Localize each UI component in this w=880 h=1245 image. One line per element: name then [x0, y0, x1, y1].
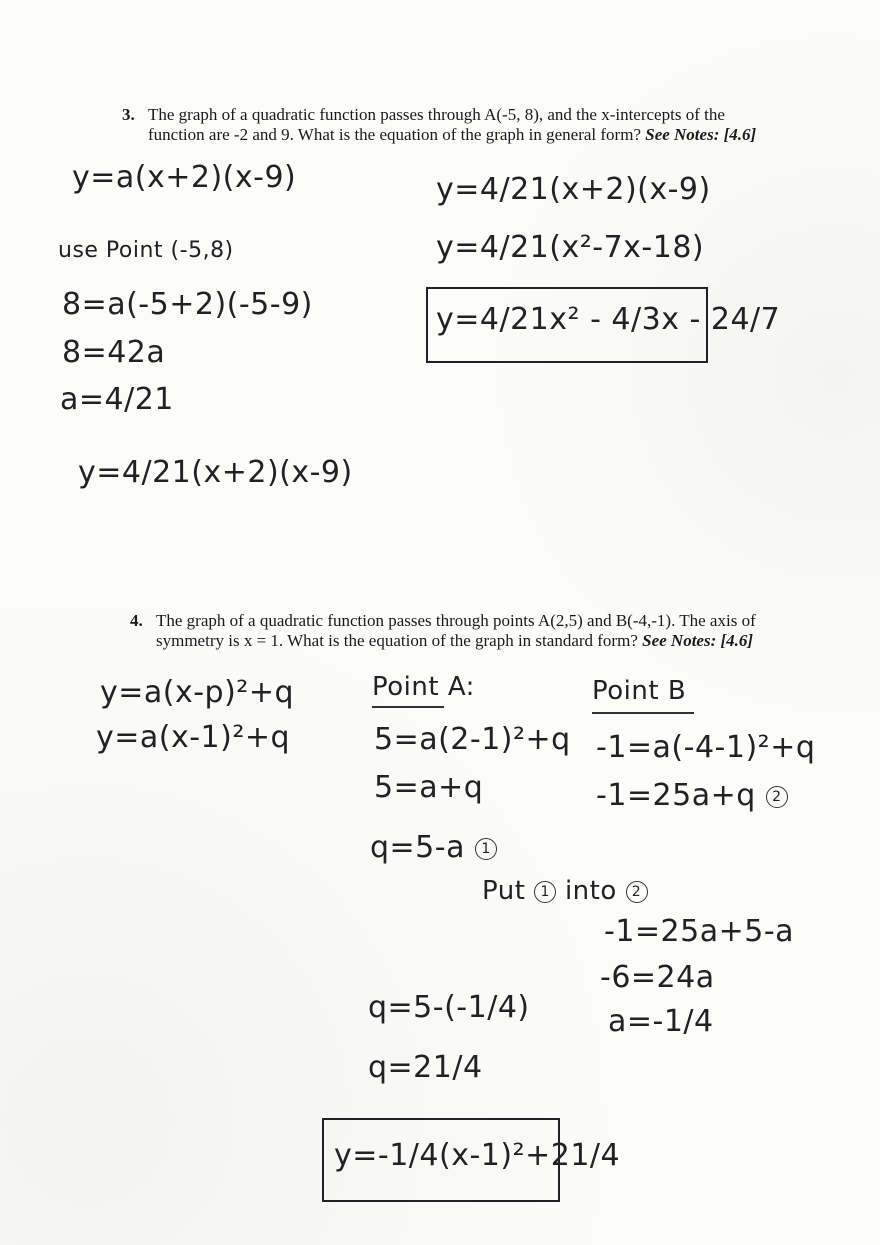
q4-substitution-note	[482, 876, 648, 906]
question-3-line1: The graph of a quadratic function passes through A(-5, 8), and the x-intercepts of the	[148, 105, 725, 124]
question-4-line1: The graph of a quadratic function passes through points A(2,5) and B(-4,-1). The axis of	[156, 611, 756, 630]
q4-point-b-work: -1=a(-4-1)²+q	[596, 730, 816, 765]
q3-work-line: y=a(x+2)(x-9)	[72, 160, 297, 195]
q3-work-line: a=4/21	[60, 382, 174, 417]
question-4-note: See Notes: [4.6]	[642, 631, 754, 650]
question-3	[122, 105, 802, 145]
q4-q-work: q=21/4	[368, 1050, 483, 1085]
q4-sub-work: -1=25a+5-a	[604, 914, 795, 949]
q4-point-a-work: 5=a+q	[374, 770, 484, 805]
equation-2-tag: 2	[766, 786, 788, 808]
question-4-line2: symmetry is x = 1. What is the equation of the graph in standard form?	[156, 631, 638, 650]
point-b-underline	[592, 712, 694, 714]
into-text: into	[564, 876, 617, 906]
q4-point-b-label: Point B	[592, 676, 687, 706]
q4-point-b-work-row	[596, 778, 788, 813]
question-3-note: See Notes: [4.6]	[645, 125, 757, 144]
q4-sub-work: a=-1/4	[608, 1004, 714, 1039]
q3-work-line: y=4/21(x+2)(x-9)	[78, 455, 353, 490]
q4-answer: y=-1/4(x-1)²+21/4	[334, 1138, 621, 1173]
question-3-number: 3.	[122, 105, 135, 124]
q4-point-a-label: Point A:	[372, 672, 475, 702]
q4-q-work: q=5-(-1/4)	[368, 990, 530, 1025]
q4-sub-work: -6=24a	[600, 960, 715, 995]
q4-point-a-work-row	[370, 830, 497, 865]
q4-point-b-work: -1=25a+q	[596, 778, 756, 813]
q4-point-a-work: 5=a(2-1)²+q	[374, 722, 571, 757]
q3-work-line: y=4/21(x+2)(x-9)	[436, 172, 711, 207]
question-3-line2: function are -2 and 9. What is the equation of the graph in general form?	[148, 125, 641, 144]
q3-work-line: use Point (-5,8)	[58, 238, 234, 263]
equation-2-ref: 2	[626, 881, 648, 903]
point-a-underline	[372, 706, 444, 708]
question-4-number: 4.	[130, 611, 143, 630]
equation-1-tag: 1	[475, 838, 497, 860]
q4-work-line: y=a(x-1)²+q	[96, 720, 291, 755]
question-4	[130, 611, 810, 651]
q3-work-line: 8=42a	[62, 335, 166, 370]
q3-work-line: y=4/21(x²-7x-18)	[436, 230, 705, 265]
q3-work-line: 8=a(-5+2)(-5-9)	[62, 287, 313, 322]
q4-point-a-work: q=5-a	[370, 830, 465, 865]
q3-answer: y=4/21x² - 4/3x - 24/7	[436, 302, 781, 337]
q4-work-line: y=a(x-p)²+q	[100, 675, 295, 710]
equation-1-ref: 1	[534, 881, 556, 903]
put-text: Put	[482, 876, 526, 906]
